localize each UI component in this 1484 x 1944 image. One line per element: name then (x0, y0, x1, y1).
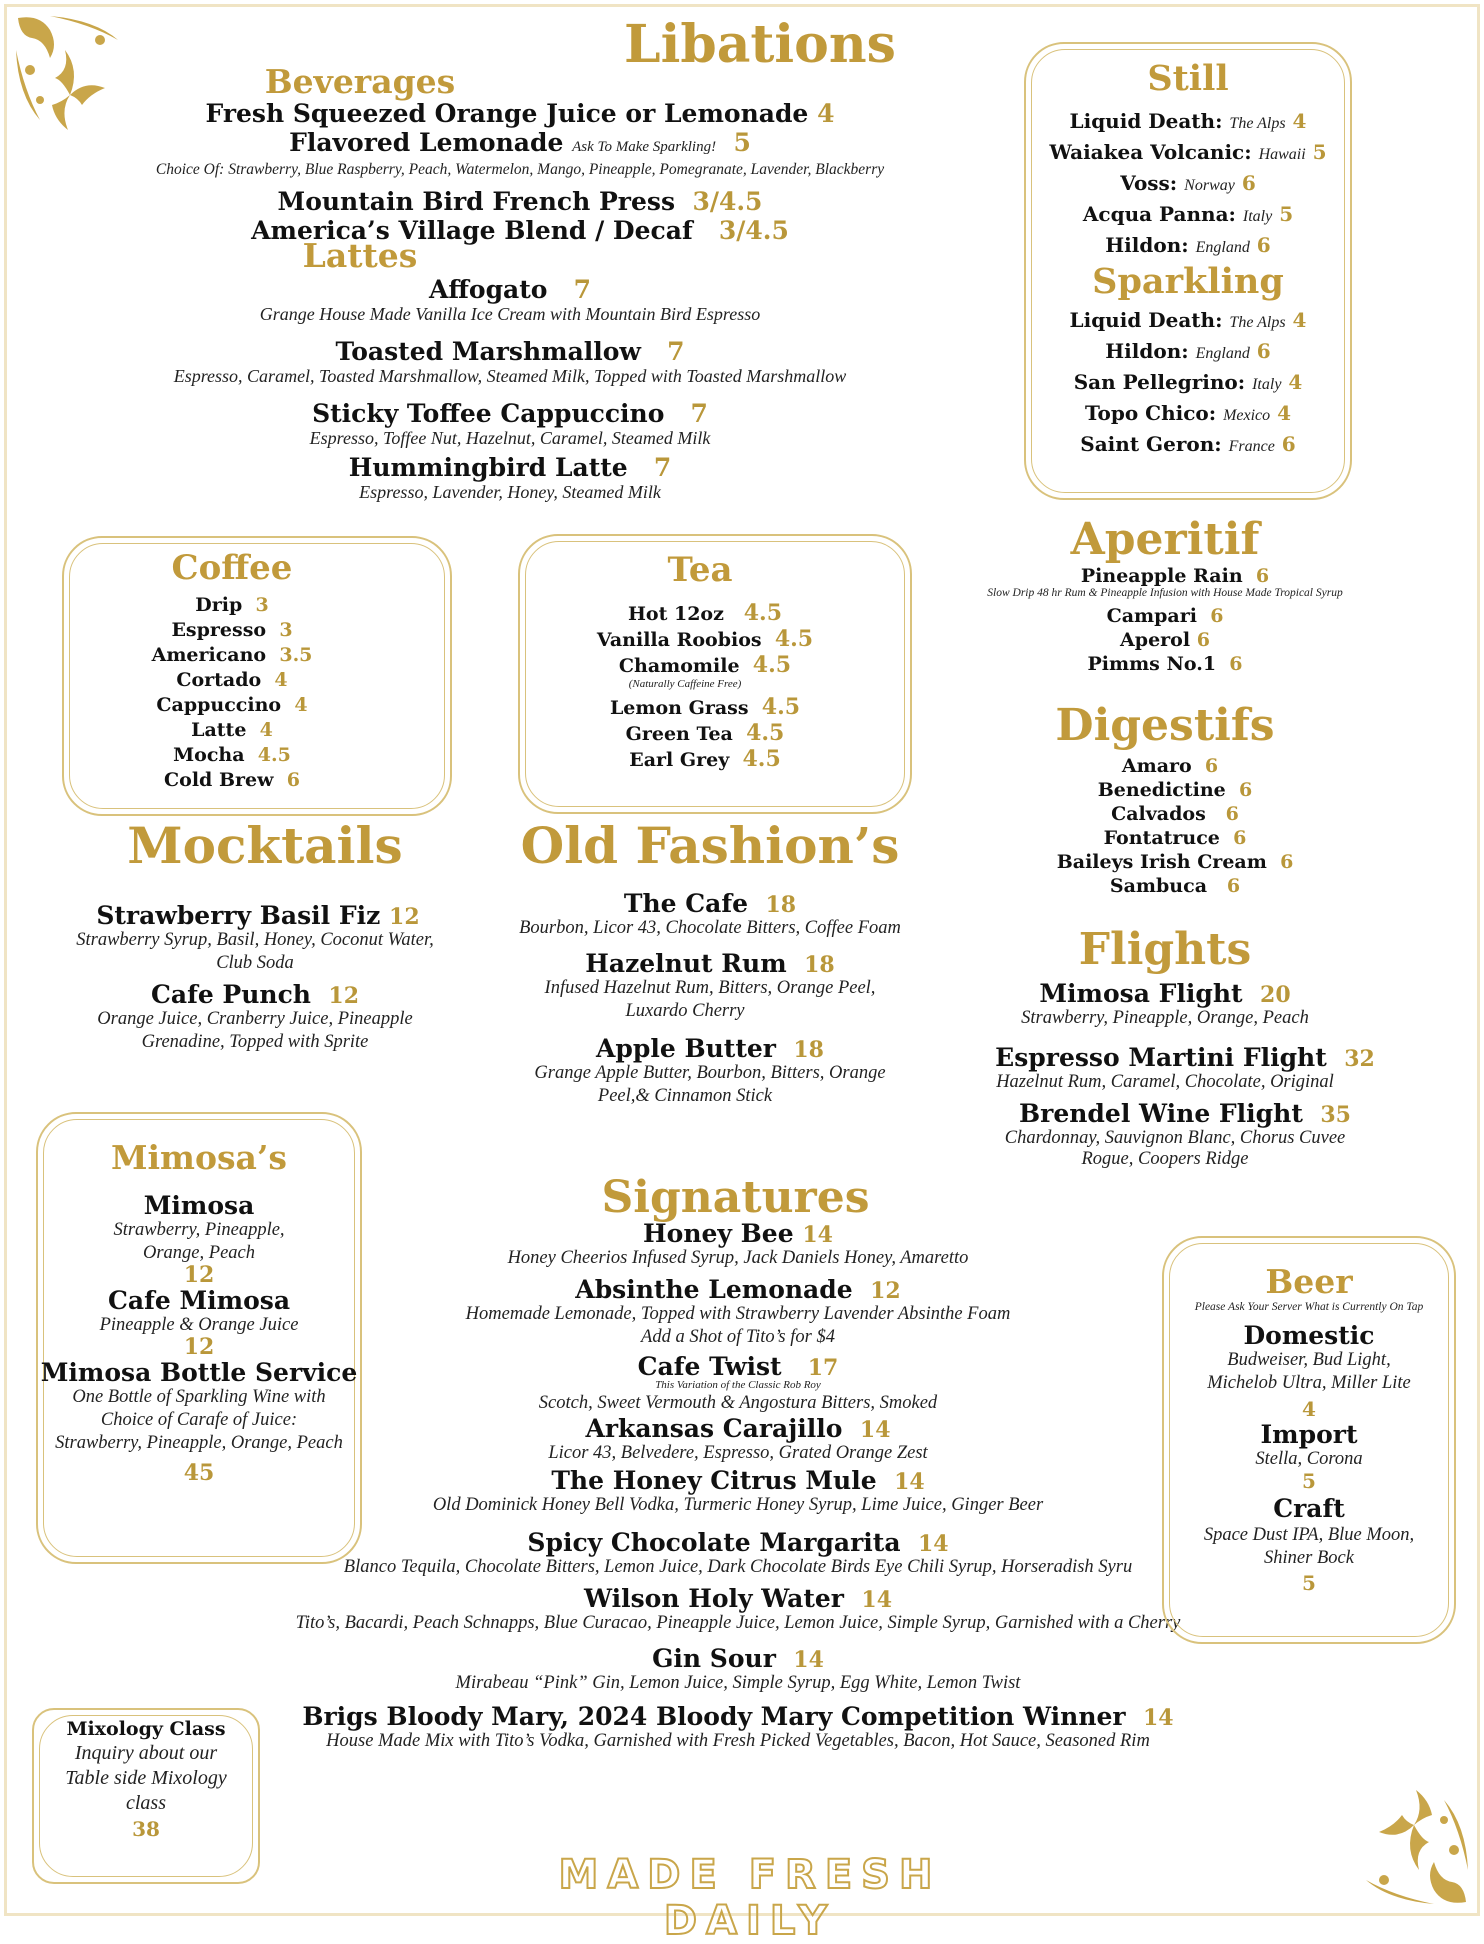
item-description: One Bottle of Sparkling Wine with (72, 1387, 326, 1407)
item-description: Espresso, Caramel, Toasted Marshmallow, Steamed Milk, Topped with Toasted Marshmallow (173, 366, 847, 386)
menu-item: Hildon: England 6 (1105, 339, 1271, 363)
menu-item: Sambuca 6 (1109, 875, 1241, 897)
menu-item: Vanilla Roobios 4.5 (596, 626, 814, 652)
menu-item: Hildon: England 6 (1105, 233, 1271, 257)
item-description: Luxardo Cherry (625, 1001, 745, 1021)
menu-item: Sticky Toffee Cappuccino 7 (312, 399, 708, 428)
menu-item: Pineapple Rain 6 (1080, 565, 1270, 587)
menu-item: Cortado 4 (176, 669, 288, 691)
menu-item: Strawberry Basil Fiz 12 (96, 901, 420, 930)
item-description: Pineapple & Orange Juice (99, 1315, 299, 1335)
item-price: 5 (1302, 1571, 1316, 1595)
menu-item: The Cafe 18 (623, 889, 797, 918)
item-description: Peel,& Cinnamon Stick (597, 1086, 773, 1106)
item-note: This Variation of the Classic Rob Roy (655, 1379, 821, 1391)
menu-item: Latte 4 (191, 719, 273, 741)
item-description: Strawberry Syrup, Basil, Honey, Coconut Water, (76, 930, 434, 950)
item-description: Mirabeau “Pink” Gin, Lemon Juice, Simple Syrup, Egg White, Lemon Twist (455, 1673, 1021, 1693)
menu-item: Honey Bee 14 (643, 1219, 833, 1248)
item-description: Choice of Carafe of Juice: (100, 1410, 298, 1430)
aperitif-heading: Aperitif (1070, 514, 1260, 565)
menu-item: Brigs Bloody Mary, 2024 Bloody Mary Competition Winner 14 (302, 1702, 1174, 1731)
menu-item: Aperol 6 (1120, 629, 1210, 651)
mixology-price: 38 (132, 1817, 160, 1841)
menu-item: Craft (1273, 1494, 1345, 1523)
item-description: Shiner Bock (1264, 1548, 1354, 1568)
menu-item: Import (1260, 1420, 1358, 1449)
coffee-section (62, 548, 452, 791)
flights-heading: Flights (1078, 924, 1252, 975)
item-description: Espresso, Toffee Nut, Hazelnut, Caramel, Steamed Milk (309, 428, 711, 448)
menu-item: Cafe Punch 12 (150, 980, 360, 1009)
menu-item: Arkansas Carajillo 14 (585, 1414, 891, 1443)
menu-item: Liquid Death: The Alps 4 (1069, 308, 1307, 332)
menu-item: Benedictine 6 (1097, 779, 1253, 801)
menu-item: Wilson Holy Water 14 (583, 1584, 893, 1613)
beer-heading: Beer (1265, 1262, 1353, 1301)
item-description: Bourbon, Licor 43, Chocolate Bitters, Coffee Foam (519, 918, 901, 938)
old-fashions-section (490, 816, 960, 1107)
item-description: Michelob Ultra, Miller Lite (1207, 1373, 1411, 1393)
menu-item: Mocha 4.5 (173, 744, 291, 766)
still-section (1024, 58, 1352, 456)
menu-item: Flavored Lemonade Ask To Make Sparkling! 5 (289, 128, 751, 157)
menu-item: Amaro 6 (1121, 755, 1219, 777)
item-description: Grange Apple Butter, Bourbon, Bitters, Orange (534, 1063, 886, 1083)
mixology-line: Table side Mixology (65, 1767, 227, 1789)
item-description: Scotch, Sweet Vermouth & Angostura Bitters, Smoked (538, 1393, 938, 1413)
item-description: Strawberry, Pineapple, (113, 1220, 285, 1240)
menu-item: Gin Sour 14 (652, 1644, 824, 1673)
menu-item: Apple Butter 18 (596, 1034, 824, 1063)
item-description: Grange House Made Vanilla Ice Cream with Mountain Bird Espresso (259, 304, 761, 324)
menu-item: Mimosa Bottle Service (40, 1358, 358, 1387)
beverages-heading: Beverages (264, 62, 456, 101)
menu-item: Toasted Marshmallow 7 (335, 337, 685, 366)
mocktails-heading: Mocktails (127, 816, 403, 875)
menu-item: Earl Grey 4.5 (629, 746, 781, 772)
menu-item: Waiakea Volcanic: Hawaii 5 (1049, 140, 1327, 164)
menu-item: Fresh Squeezed Orange Juice or Lemonade 4 (205, 99, 835, 128)
menu-item: Espresso Martini Flight 32 (995, 1043, 1375, 1072)
item-description: Strawberry, Pineapple, Orange, Peach (1021, 1008, 1309, 1028)
lattes-section (80, 236, 940, 503)
menu-item: America’s Village Blend / Decaf 3/4.5 (251, 216, 789, 245)
item-description: Orange, Peach (143, 1243, 255, 1263)
mixology-line: Inquiry about our (74, 1742, 218, 1764)
menu-item: Liquid Death: The Alps 4 (1069, 109, 1307, 133)
item-description: Blanco Tequila, Chocolate Bitters, Lemon Juice, Dark Chocolate Birds Eye Chili Syrup, Horseradish Syru (343, 1557, 1133, 1577)
mixology-title: Mixology Class (66, 1718, 226, 1740)
menu-item: Espresso 3 (171, 619, 293, 641)
fleur-corner-ornament-bottom-right (1364, 1770, 1474, 1910)
menu-item: Cafe Mimosa (107, 1286, 291, 1315)
aperitif-section (960, 514, 1430, 675)
menu-item: Domestic (1243, 1321, 1375, 1350)
digestifs-heading: Digestifs (1055, 700, 1275, 751)
flights-section (960, 924, 1430, 1170)
signatures-heading: Signatures (601, 1172, 870, 1223)
item-description: Chardonnay, Sauvignon Blanc, Chorus Cuvee (1004, 1128, 1346, 1148)
item-description: Infused Hazelnut Rum, Bitters, Orange Peel, (544, 978, 876, 998)
menu-item: Pimms No.1 6 (1087, 653, 1243, 675)
old-fashions-heading: Old Fashion’s (520, 816, 900, 875)
menu-item: Saint Geron: France 6 (1080, 432, 1296, 456)
menu-item: Fontatruce 6 (1103, 827, 1247, 849)
menu-item: Cafe Twist 17 (637, 1352, 839, 1381)
item-price: 45 (183, 1460, 215, 1486)
menu-item: Chamomile 4.5 (618, 652, 792, 678)
beer-note: Please Ask Your Server What is Currently On Tap (1194, 1301, 1424, 1313)
menu-item: Americano 3.5 (151, 644, 313, 666)
item-description: Licor 43, Belvedere, Espresso, Grated Orange Zest (548, 1443, 928, 1463)
menu-item: Drip 3 (195, 594, 269, 616)
item-description: Stella, Corona (1255, 1449, 1363, 1469)
item-note: (Naturally Caffeine Free) (628, 678, 742, 690)
menu-item: Calvados 6 (1111, 803, 1239, 825)
tea-heading: Tea (667, 550, 733, 590)
menu-item: Affogato 7 (428, 275, 592, 304)
menu-item: Cappuccino 4 (156, 694, 308, 716)
still-heading: Still (1147, 58, 1229, 99)
menu-item: Spicy Chocolate Margarita 14 (527, 1528, 949, 1557)
beer-section (1162, 1262, 1456, 1595)
menu-item: Acqua Panna: Italy 5 (1082, 202, 1294, 226)
lattes-heading: Lattes (302, 236, 418, 275)
item-description: Add a Shot of Tito’s for $4 (641, 1327, 835, 1347)
menu-item: Topo Chico: Mexico 4 (1084, 401, 1292, 425)
mimosas-heading: Mimosa’s (110, 1138, 288, 1177)
item-description: Tito’s, Bacardi, Peach Schnapps, Blue Curacao, Pineapple Juice, Lemon Juice, Simple Syrup, Garnished with a Cherry (295, 1613, 1181, 1633)
item-description: Honey Cheerios Infused Syrup, Jack Daniels Honey, Amaretto (507, 1248, 969, 1268)
item-price: 4 (1302, 1397, 1316, 1421)
menu-item: Voss: Norway 6 (1120, 171, 1256, 195)
signatures-section (240, 1172, 1236, 1752)
menu-item: Hazelnut Rum 18 (585, 949, 835, 978)
mixology-section (32, 1718, 260, 1841)
coffee-heading: Coffee (171, 548, 293, 588)
menu-item: Green Tea 4.5 (625, 720, 785, 746)
footer-tagline: MADE FRESH DAILY (558, 1852, 942, 1944)
menu-item: Hot 12oz 4.5 (627, 600, 783, 626)
item-description: House Made Mix with Tito’s Vodka, Garnished with Fresh Picked Vegetables, Bacon, Hot Sauce, Seasoned Rim (326, 1731, 1150, 1751)
menu-item: Brendel Wine Flight 35 (1019, 1099, 1351, 1128)
menu-item: Hummingbird Latte 7 (348, 453, 672, 482)
item-description: Espresso, Lavender, Honey, Steamed Milk (359, 482, 661, 502)
beverages-section (80, 62, 960, 245)
sparkling-heading: Sparkling (1092, 261, 1284, 302)
tea-section (518, 550, 912, 772)
digestifs-section (960, 700, 1430, 897)
item-description: Homemade Lemonade, Topped with Strawberry Lavender Absinthe Foam (465, 1304, 1011, 1324)
item-description: Space Dust IPA, Blue Moon, (1203, 1525, 1415, 1545)
menu-item: Mimosa Flight 20 (1039, 979, 1291, 1008)
menu-item: Lemon Grass 4.5 (609, 694, 801, 720)
flavor-list: Choice Of: Strawberry, Blue Raspberry, Peach, Watermelon, Mango, Pineapple, Pomegranate, Lavender, Blackberry (155, 161, 885, 178)
mixology-line: class (126, 1792, 166, 1814)
item-price: 12 (183, 1262, 215, 1288)
item-description: Slow Drip 48 hr Rum & Pineapple Infusion with House Made Tropical Syrup (987, 587, 1343, 599)
item-description: Grenadine, Topped with Sprite (141, 1032, 369, 1052)
item-price: 12 (183, 1334, 215, 1360)
item-description: Rogue, Coopers Ridge (1081, 1149, 1249, 1169)
page-title: Libations (624, 14, 896, 75)
item-description: Strawberry, Pineapple, Orange, Peach (55, 1433, 343, 1453)
item-price: 5 (1302, 1469, 1316, 1493)
menu-item: Cold Brew 6 (164, 769, 300, 791)
menu-item: Absinthe Lemonade 12 (575, 1275, 901, 1304)
menu-item: The Honey Citrus Mule 14 (551, 1466, 925, 1495)
menu-item: Campari 6 (1106, 605, 1224, 627)
menu-item: Mountain Bird French Press 3/4.5 (277, 187, 763, 216)
menu-item: San Pellegrino: Italy 4 (1073, 370, 1303, 394)
item-description: Budweiser, Bud Light, (1227, 1350, 1391, 1370)
item-description: Old Dominick Honey Bell Vodka, Turmeric Honey Syrup, Lime Juice, Ginger Beer (432, 1495, 1044, 1515)
menu-item: Mimosa (143, 1191, 255, 1220)
menu-item: Baileys Irish Cream 6 (1056, 851, 1294, 873)
item-description: Club Soda (216, 953, 294, 973)
item-description: Orange Juice, Cranberry Juice, Pineapple (97, 1009, 413, 1029)
item-description: Hazelnut Rum, Caramel, Chocolate, Original (996, 1072, 1334, 1092)
